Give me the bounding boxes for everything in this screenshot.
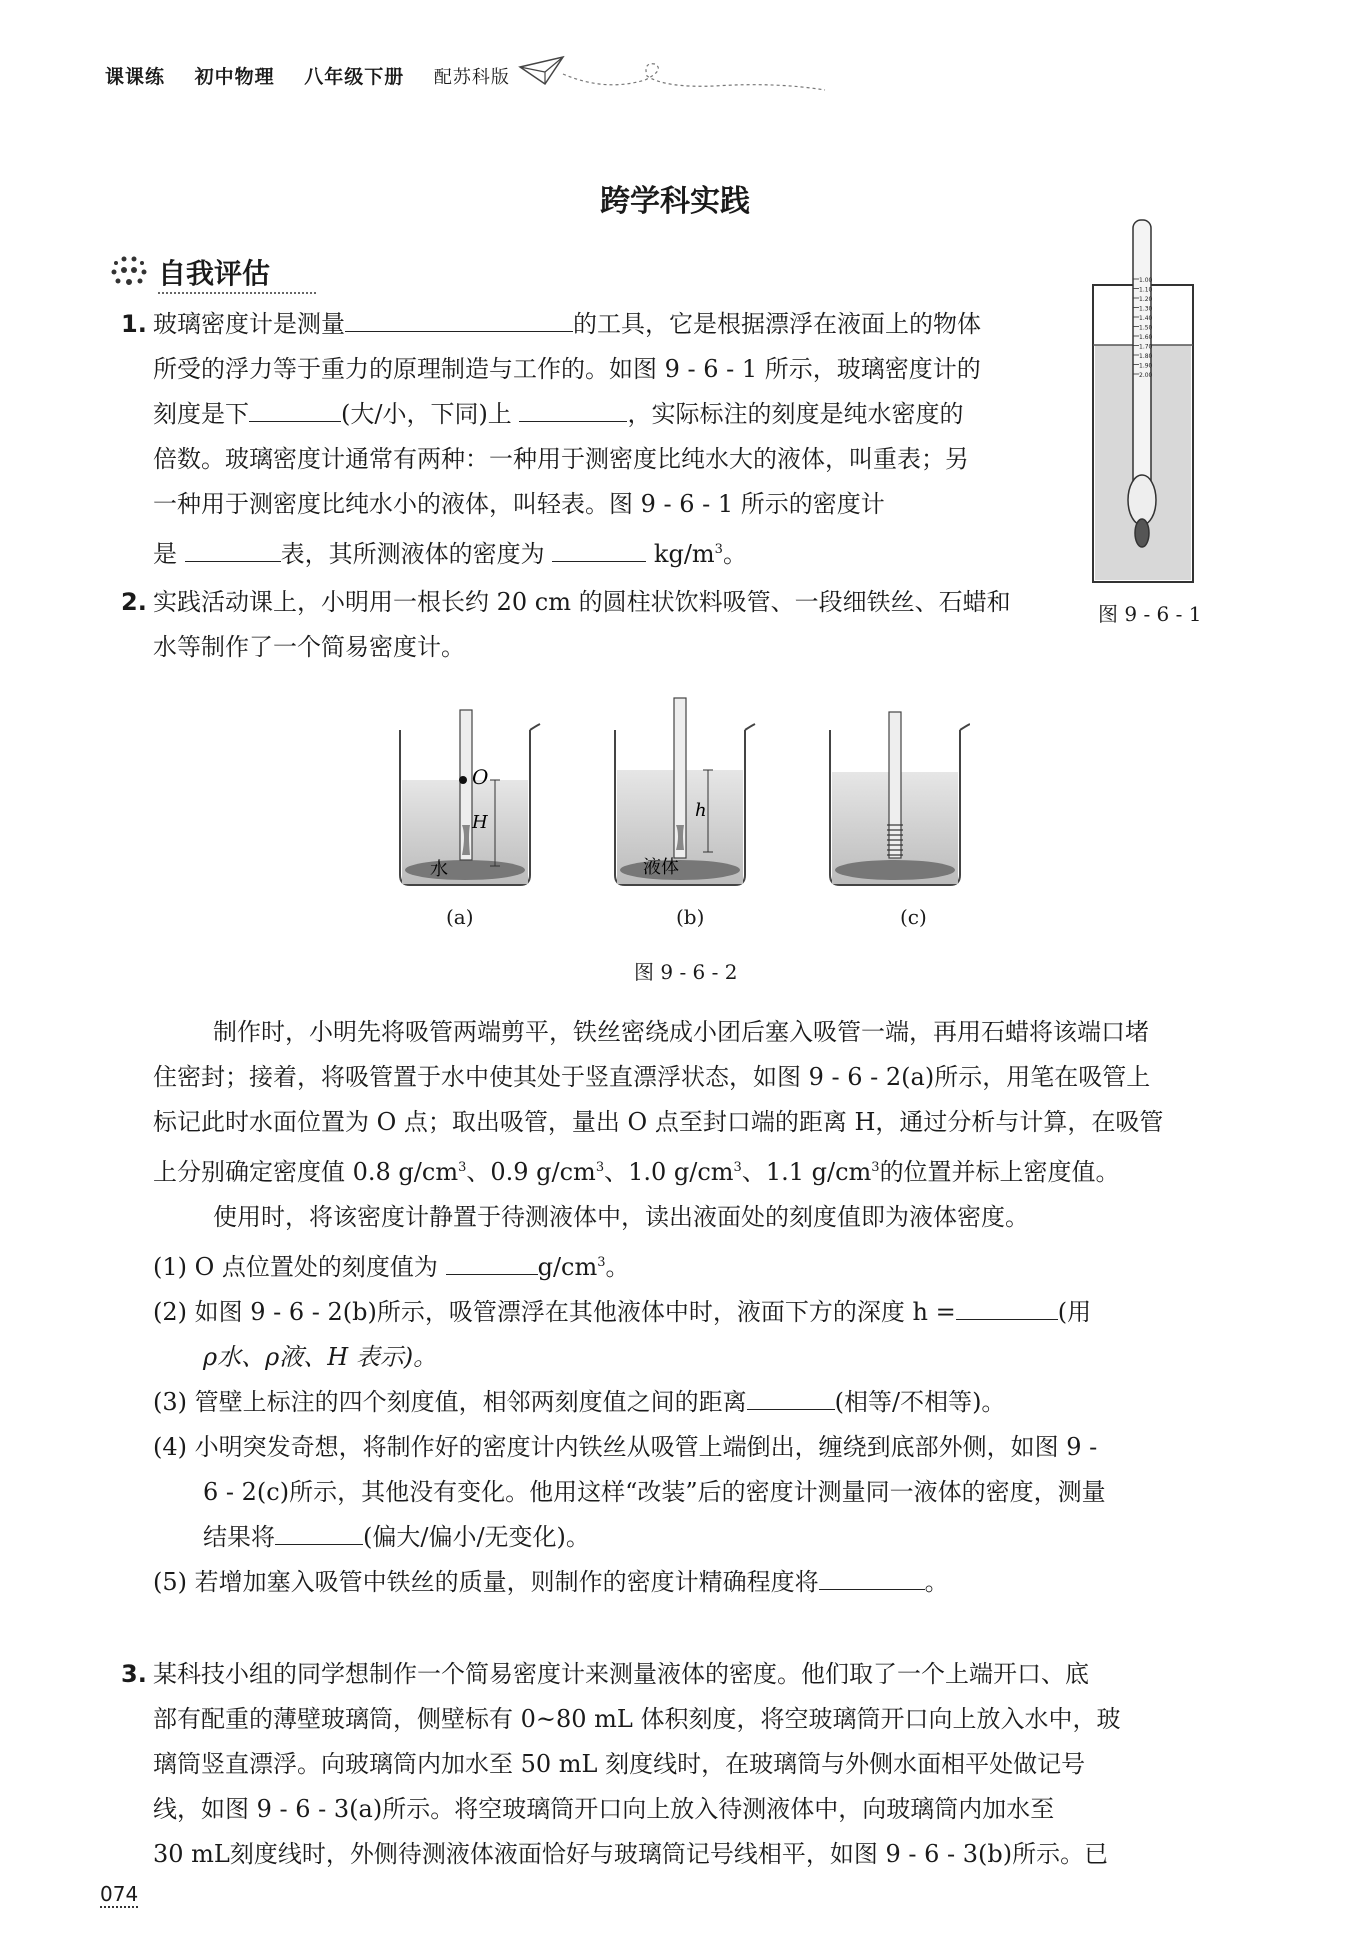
- page-number: 074: [100, 1882, 139, 1906]
- q1-text: 刻度是下: [153, 400, 249, 428]
- page-header: [105, 62, 532, 89]
- superscript: 3: [871, 1160, 880, 1175]
- superscript: 3: [714, 542, 723, 557]
- water-label: 水: [430, 859, 448, 880]
- h-label: h: [695, 800, 707, 821]
- scale-tick-label: 1.90: [1139, 362, 1153, 370]
- sub-question-3: (3) 管壁上标注的四个刻度值，相邻两刻度值之间的距离: [153, 1388, 747, 1416]
- beaker-b: [615, 698, 755, 885]
- superscript: 3: [733, 1160, 742, 1175]
- q2-text: 使用时，将该密度计静置于待测液体中，读出液面处的刻度值即为液体密度。: [213, 1203, 1029, 1231]
- q1-text: 。: [722, 540, 747, 568]
- q1-text: kg/m: [653, 540, 715, 568]
- header-brand: 课课练: [105, 66, 166, 88]
- superscript: 3: [597, 1255, 606, 1270]
- q3-text: 某科技小组的同学想制作一个简易密度计来测量液体的密度。他们取了一个上端开口、底: [153, 1660, 1089, 1688]
- o-point-label: O: [472, 765, 489, 789]
- sub-question-4: (4) 小明突发奇想，将制作好的密度计内铁丝从吸管上端倒出，缠绕到底部外侧，如图 9 -: [153, 1433, 1098, 1461]
- q2-text: 、1.0 g/cm: [604, 1158, 734, 1186]
- figure-9-6-1: [1085, 215, 1200, 595]
- q2-text: 结果将: [203, 1523, 275, 1551]
- q3-text: 线，如图 9 - 6 - 3(a)所示。将空玻璃筒开口向上放入待测液体中，向玻璃筒内加水至: [153, 1795, 1055, 1823]
- q1-text: 的工具，它是根据漂浮在液面上的物体: [573, 310, 981, 338]
- section-title: 自我评估: [158, 257, 271, 290]
- liquid-label: 液体: [643, 857, 679, 878]
- q2-text: 6 - 2(c)所示，其他没有变化。他用这样“改装”后的密度计测量同一液体的密度，测量: [203, 1478, 1106, 1506]
- header-edition: 配苏科版: [433, 67, 510, 88]
- q2-text: 、0.9 g/cm: [466, 1158, 596, 1186]
- figure-9-6-2: [390, 690, 970, 900]
- answer-blank[interactable]: [185, 535, 281, 562]
- q1-text: 表，其所测液体的密度为: [280, 540, 545, 568]
- q2-text: 。: [924, 1568, 949, 1596]
- superscript: 3: [595, 1160, 605, 1175]
- answer-blank[interactable]: [819, 1563, 925, 1590]
- q2-text: 实践活动课上，小明用一根长约 20 cm 的圆柱状饮料吸管、一段细铁丝、石蜡和: [153, 588, 1011, 616]
- question-3: [121, 1652, 1208, 1877]
- subfigure-a-label: (a): [446, 905, 474, 929]
- subfigure-c-label: (c): [900, 905, 927, 929]
- header-subject: 初中物理: [194, 66, 275, 88]
- subfigure-b-label: (b): [676, 905, 705, 929]
- q3-text: 璃筒竖直漂浮。向玻璃筒内加水至 50 mL 刻度线时，在玻璃筒与外侧水面相平处做记号: [153, 1750, 1086, 1778]
- answer-blank[interactable]: [747, 1383, 835, 1410]
- scale-tick-label: 1.00: [1139, 277, 1153, 284]
- scale-tick-label: 1.10: [1139, 286, 1153, 294]
- scale-tick-label: 1.40: [1139, 315, 1153, 322]
- beaker-a: [400, 710, 540, 885]
- scale-tick-label: 1.80: [1139, 353, 1153, 360]
- scale-tick-label: 1.50: [1139, 324, 1153, 332]
- question-2-body: [153, 1010, 1208, 1605]
- q3-text: 30 mL刻度线时，外侧待测液体液面恰好与玻璃筒记号线相平，如图 9 - 6 - 3(b)所示。已: [153, 1840, 1109, 1868]
- scale-tick-label: 1.20: [1139, 296, 1153, 303]
- q1-text: 是: [153, 540, 177, 568]
- question-1: [121, 302, 1093, 577]
- page-title: 跨学科实践: [600, 184, 750, 219]
- q2-text: (偏大/偏小/无变化)。: [363, 1523, 590, 1551]
- q1-text: 所受的浮力等于重力的原理制造与工作的。如图 9 - 6 - 1 所示，玻璃密度计的: [153, 355, 981, 383]
- q2-text: 、1.1 g/cm: [741, 1158, 872, 1186]
- q1-text: 一种用于测密度比纯水小的液体，叫轻表。图 9 - 6 - 1 所示的密度计: [153, 490, 885, 518]
- answer-blank[interactable]: [519, 395, 627, 422]
- scale-tick-label: 1.60: [1139, 334, 1153, 341]
- scale-tick-label: 1.30: [1139, 305, 1153, 313]
- section-header: [110, 252, 270, 292]
- beaker-c: [830, 712, 970, 885]
- q2-text: g/cm: [537, 1253, 598, 1281]
- question-number: 3.: [121, 1660, 147, 1688]
- question-2: [121, 580, 1093, 670]
- q1-text: 玻璃密度计是测量: [153, 310, 345, 338]
- sub-question-5: (5) 若增加塞入吸管中铁丝的质量，则制作的密度计精确程度将: [153, 1568, 819, 1596]
- header-grade: 八年级下册: [304, 66, 405, 88]
- q2-text: (相等/不相等)。: [834, 1388, 1006, 1416]
- superscript: 3: [458, 1160, 467, 1175]
- question-number: 2.: [121, 588, 147, 616]
- answer-blank[interactable]: [956, 1293, 1058, 1320]
- q2-text: (用: [1057, 1298, 1092, 1326]
- sub-question-2: (2) 如图 9 - 6 - 2(b)所示，吸管漂浮在其他液体中时，液面下方的深度 h =: [153, 1298, 956, 1326]
- q2-text: ρ水、ρ液、H 表示)。: [203, 1343, 438, 1371]
- sub-question-1: (1) O 点位置处的刻度值为: [153, 1253, 438, 1281]
- q2-text: 。: [605, 1253, 630, 1281]
- q1-text: (大/小，下同)上: [341, 400, 512, 428]
- H-label: H: [472, 812, 488, 833]
- q2-text: 住密封；接着，将吸管置于水中使其处于竖直漂浮状态，如图 9 - 6 - 2(a)所示，用笔在吸管上: [153, 1063, 1151, 1091]
- paper-plane-icon: [515, 52, 835, 96]
- answer-blank[interactable]: [249, 395, 341, 422]
- q2-text: 上分别确定密度值 0.8 g/cm: [153, 1158, 459, 1186]
- q3-text: 部有配重的薄壁玻璃筒，侧壁标有 0~80 mL 体积刻度，将空玻璃筒开口向上放入水中，玻: [153, 1705, 1121, 1733]
- figure-caption: 图 9 - 6 - 1: [1098, 602, 1202, 626]
- q2-text: 水等制作了一个简易密度计。: [153, 633, 465, 661]
- q1-text: 倍数。玻璃密度计通常有两种：一种用于测密度比纯水大的液体，叫重表；另: [153, 445, 969, 473]
- answer-blank[interactable]: [446, 1248, 538, 1275]
- q2-text: 的位置并标上密度值。: [879, 1158, 1120, 1186]
- q2-text: 标记此时水面位置为 O 点；取出吸管，量出 O 点至封口端的距离 H，通过分析与计算，在吸管: [153, 1108, 1164, 1136]
- figure-caption: 图 9 - 6 - 2: [634, 960, 738, 984]
- answer-blank[interactable]: [275, 1518, 363, 1545]
- question-number: 1.: [121, 310, 147, 338]
- dots-icon: [110, 255, 148, 289]
- answer-blank[interactable]: [552, 535, 646, 562]
- answer-blank[interactable]: [345, 305, 573, 332]
- scale-tick-label: 1.70: [1139, 343, 1153, 351]
- q2-text: 制作时，小明先将吸管两端剪平，铁丝密绕成小团后塞入吸管一端，再用石蜡将该端口堵: [213, 1018, 1149, 1046]
- scale-tick-label: 2.00: [1139, 372, 1153, 379]
- q1-text: ，实际标注的刻度是纯水密度的: [627, 400, 964, 428]
